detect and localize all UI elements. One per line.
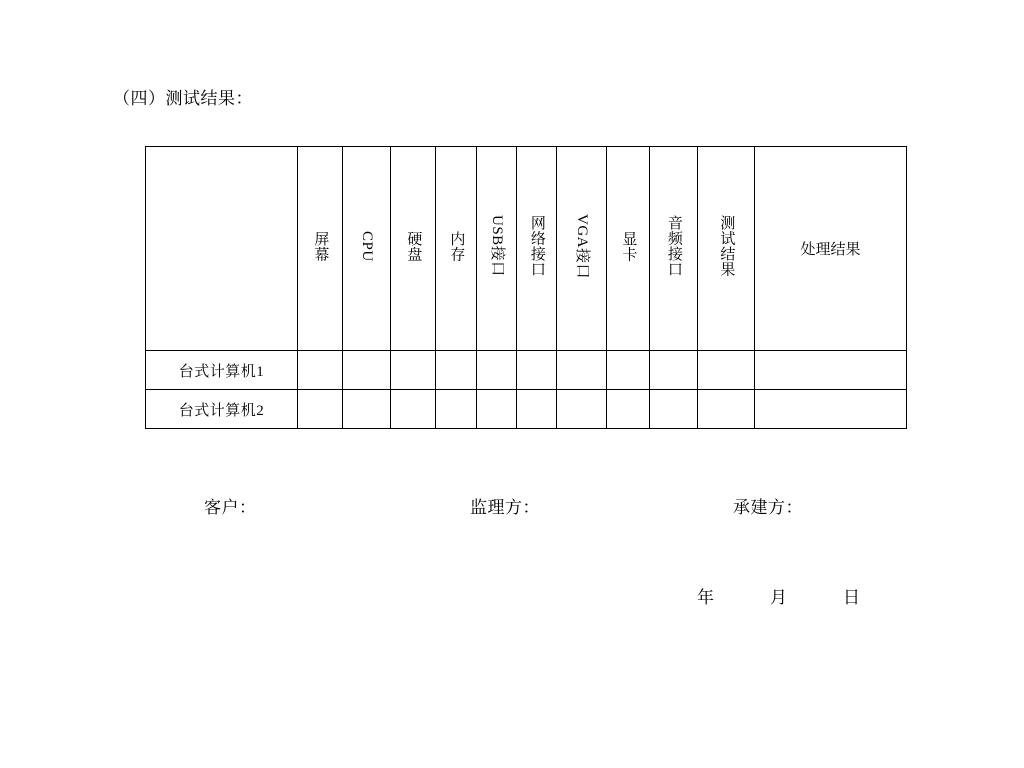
cell-handling-result[interactable] xyxy=(755,390,907,429)
header-label-graphics-card: 显卡 xyxy=(620,230,637,262)
table-header-cell-blank xyxy=(146,147,298,351)
header-label-usb-port: USB接口 xyxy=(488,215,505,277)
table-header-cell-audio-port xyxy=(650,147,698,351)
header-label-network-port: 网络接口 xyxy=(528,215,545,277)
cell-handling-result[interactable] xyxy=(755,351,907,390)
cell-harddisk[interactable] xyxy=(391,390,436,429)
date-label-year: 年 xyxy=(697,588,715,607)
header-label-audio-port: 音频接口 xyxy=(665,215,682,277)
cell-screen[interactable] xyxy=(298,351,343,390)
cell-cpu[interactable] xyxy=(343,390,391,429)
cell-memory[interactable] xyxy=(436,351,477,390)
signature-row xyxy=(0,493,1024,517)
date-label-month: 月 xyxy=(770,588,788,607)
table-header-row xyxy=(146,147,907,351)
header-label-cpu: CPU xyxy=(358,230,375,262)
header-label-handling-result: 处理结果 xyxy=(800,242,861,258)
cell-audio-port[interactable] xyxy=(650,351,698,390)
cell-usb-port[interactable] xyxy=(477,351,517,390)
table-header-cell-usb-port xyxy=(477,147,517,351)
cell-cpu[interactable] xyxy=(343,351,391,390)
cell-test-result[interactable] xyxy=(698,390,755,429)
cell-audio-port[interactable] xyxy=(650,390,698,429)
cell-screen[interactable] xyxy=(298,390,343,429)
cell-vga-port[interactable] xyxy=(557,390,607,429)
date-line xyxy=(697,583,861,608)
signature-label-supervisor: 监理方： xyxy=(470,498,540,517)
test-result-table xyxy=(145,146,907,429)
header-label-screen: 屏幕 xyxy=(312,230,329,262)
table-header-cell-network-port xyxy=(517,147,557,351)
table-row xyxy=(146,351,907,390)
table-header-cell-vga-port xyxy=(557,147,607,351)
table-header-cell-memory xyxy=(436,147,477,351)
header-label-memory: 内存 xyxy=(448,230,465,262)
signature-label-contractor: 承建方： xyxy=(733,498,803,517)
cell-harddisk[interactable] xyxy=(391,351,436,390)
cell-memory[interactable] xyxy=(436,390,477,429)
cell-network-port[interactable] xyxy=(517,390,557,429)
table-header-cell-graphics-card xyxy=(607,147,650,351)
row-label-desktop-2: 台式计算机2 xyxy=(146,390,298,429)
header-label-vga-port: VGA接口 xyxy=(573,213,590,279)
table-header-cell-cpu xyxy=(343,147,391,351)
cell-usb-port[interactable] xyxy=(477,390,517,429)
date-label-day: 日 xyxy=(843,588,861,607)
signature-label-customer: 客户： xyxy=(204,498,257,517)
header-label-test-result: 测试结果 xyxy=(718,215,735,277)
table-header-cell-handling-result xyxy=(755,147,907,351)
table-row xyxy=(146,390,907,429)
table-header-cell-harddisk xyxy=(391,147,436,351)
cell-network-port[interactable] xyxy=(517,351,557,390)
row-label-desktop-1: 台式计算机1 xyxy=(146,351,298,390)
cell-vga-port[interactable] xyxy=(557,351,607,390)
table-header-cell-test-result xyxy=(698,147,755,351)
cell-graphics-card[interactable] xyxy=(607,351,650,390)
table-header-cell-screen xyxy=(298,147,343,351)
cell-test-result[interactable] xyxy=(698,351,755,390)
header-label-harddisk: 硬盘 xyxy=(405,230,422,262)
cell-graphics-card[interactable] xyxy=(607,390,650,429)
page-title: （四）测试结果： xyxy=(113,89,253,108)
